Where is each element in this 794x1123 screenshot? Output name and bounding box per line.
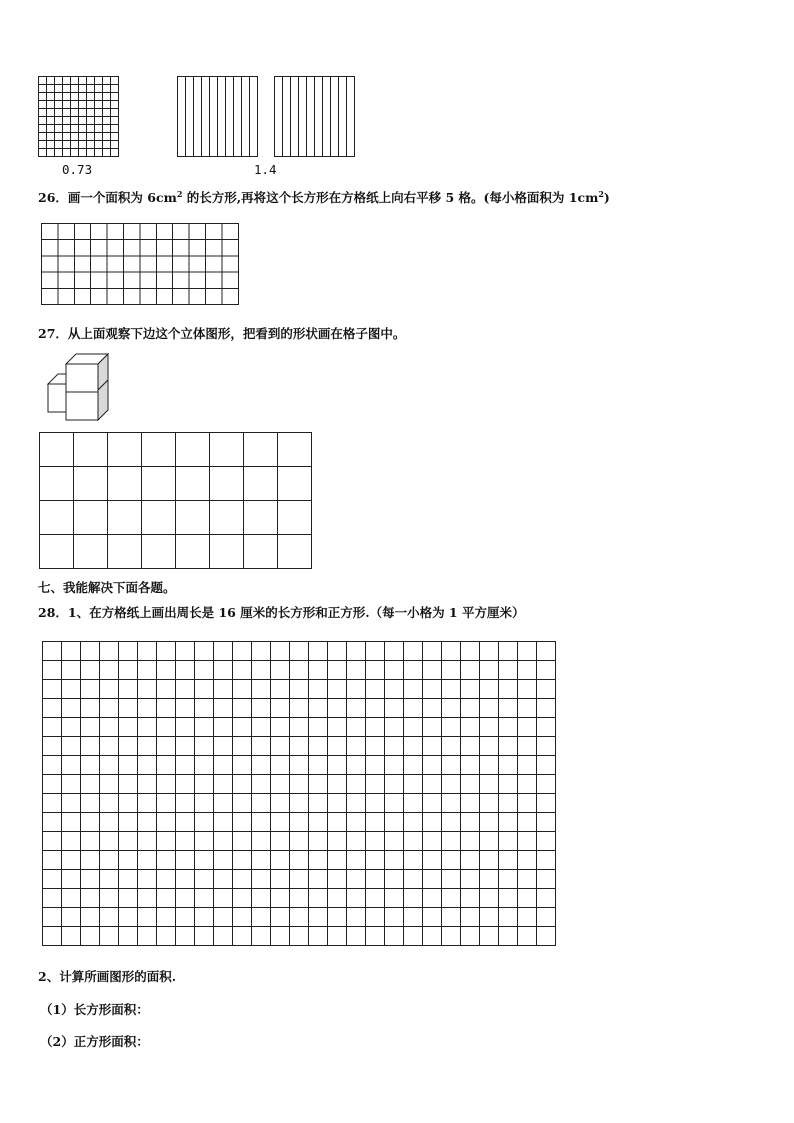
question-number: 28 <box>38 605 56 620</box>
question-27: 27．从上面观察下边这个立体图形，把看到的形状画在格子图中。 <box>38 326 406 341</box>
superscript: 2 <box>176 188 183 199</box>
strips-label: 1.4 <box>254 162 277 177</box>
question-number: 26 <box>38 190 56 205</box>
question-28-part-2: 2、计算所画图形的面积. <box>38 969 177 984</box>
cube-top-face <box>48 374 66 384</box>
question-text-a: 画一个面积为 6cm <box>67 190 177 205</box>
grid-paper-26[interactable] <box>41 223 239 305</box>
cube-front-face <box>66 364 98 392</box>
hundred-grid-label: 0.73 <box>62 162 93 177</box>
strip-square-1 <box>177 76 259 158</box>
superscript: 2 <box>598 188 604 199</box>
rectangle-area-item: （1）长方形面积： <box>40 1002 149 1017</box>
question-text: 1、在方格纸上画出周长是 16 厘米的长方形和正方形.（每一小格为 1 平方厘米） <box>67 605 525 620</box>
cube-solid-figure <box>46 352 118 424</box>
question-text-c: ) <box>603 190 610 205</box>
hundred-grid-figure <box>38 76 120 158</box>
section-heading: 七、我能解决下面各题。 <box>38 580 176 595</box>
question-28: 28．1、在方格纸上画出周长是 16 厘米的长方形和正方形.（每一小格为 1 平方厘米） <box>38 605 525 620</box>
question-number: 27 <box>38 326 56 341</box>
question-text: 从上面观察下边这个立体图形，把看到的形状画在格子图中。 <box>67 326 406 341</box>
cube-front-face <box>48 384 66 412</box>
cube-front-face <box>66 392 98 420</box>
question-text-b: 的长方形,再将这个长方形在方格纸上向右平移 5 格。(每小格面积为 1cm <box>182 190 599 205</box>
strip-square-2 <box>274 76 356 158</box>
grid-paper-28[interactable] <box>42 641 556 945</box>
question-26: 26．画一个面积为 $6cm^2$ 的长方形,再将这个长方形在方格纸上向右平移 5 格。(每小格面积为 $1cm^2$) <box>38 188 610 205</box>
grid-paper-27[interactable] <box>39 432 312 568</box>
square-area-item: （2）正方形面积： <box>40 1034 149 1049</box>
